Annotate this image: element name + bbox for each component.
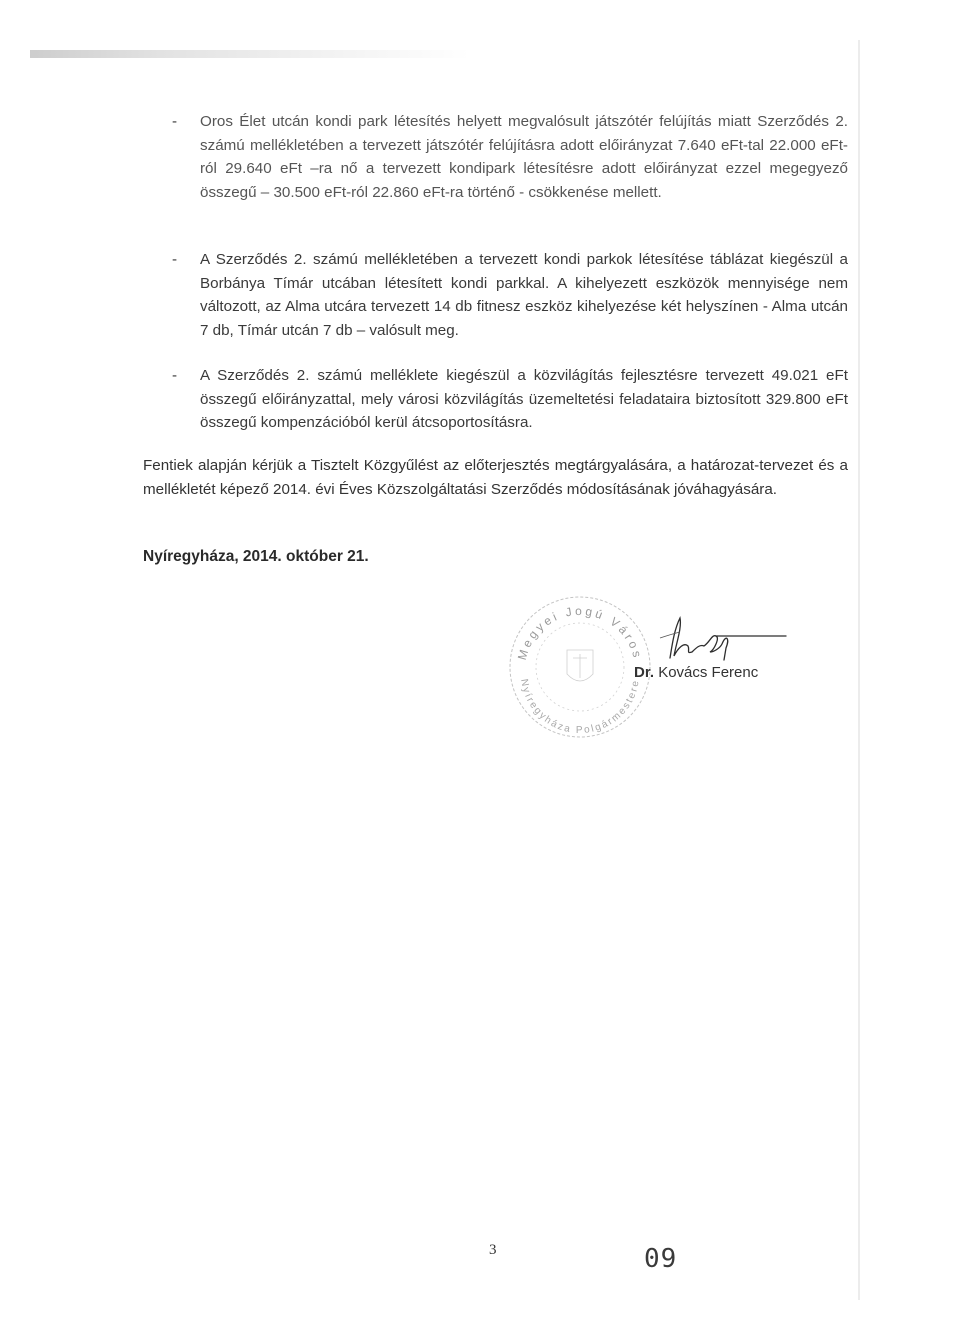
stamped-number: 09 — [644, 1244, 678, 1274]
bullet-dash: - — [172, 367, 178, 384]
stamp-crest-icon — [567, 650, 593, 681]
scan-artifact-right — [858, 40, 860, 1300]
bullet-text: A Szerződés 2. számú melléklete kiegészül a közvilágítás fejlesztésre tervezett 49.021 eFt összegű előirányzattal, mely városi közvilágítás üzemeltetési feladataira biztosított 329.800 eFt összegű kompenzációból kerül átcsoportosításra. — [200, 367, 848, 431]
closing-paragraph: Fentiek alapján kérjük a Tisztelt Közgyűlést az előterjesztés megtárgyalására, a határozat-tervezet és a mellékletét képező 2014. évi Éves Közszolgáltatási Szerződés módosításának jóváhagyására. — [143, 457, 848, 498]
stamp-bottom-text: Nyíregyháza Polgármestere — [518, 678, 642, 736]
bullet-text: Oros Élet utcán kondi park létesítés helyett megvalósult játszótér felújítás miatt Szerződés 2. számú mellékletében a tervezett játszótér felújításra adott előirányzat 7.640 eFt-tal 22.000 eFt-ról 29.640 eFt –ra nő a tervezett kondipark létesítésre adott előirányzat ezzel megegyező összegű – 30.500 eFt-ról 22.860 eFt-ra történő - csökkenése mellett. — [200, 113, 848, 201]
page-number: 3 — [489, 1242, 497, 1258]
signer-title: Dr. — [634, 664, 655, 681]
bullet-text: A Szerződés 2. számú mellékletében a tervezett kondi parkok létesítése táblázat kiegészül a Borbánya Tímár utcában létesített kondi parkkal. A kihelyezett eszközök mennyisége nem változott, az Alma utcára tervezett 14 db fitnesz eszköz kihelyezése két helyszínen - Alma utcán 7 db, Tímár utcán 7 db – valósult meg. — [200, 251, 848, 339]
signer-full-name: Kovács Ferenc — [658, 664, 759, 681]
bullet-dash: - — [172, 251, 178, 268]
bullet-item — [172, 110, 848, 204]
bullet-item — [172, 364, 848, 435]
signer-name — [634, 664, 758, 681]
scan-artifact-top — [30, 50, 470, 58]
stamp-top-text: Megyei Jogú Város — [514, 604, 646, 662]
official-stamp — [505, 592, 655, 742]
bullet-dash: - — [172, 113, 178, 130]
date-line: Nyíregyháza, 2014. október 21. — [143, 548, 369, 565]
handwritten-signature — [640, 608, 790, 668]
bullet-item — [172, 248, 848, 342]
